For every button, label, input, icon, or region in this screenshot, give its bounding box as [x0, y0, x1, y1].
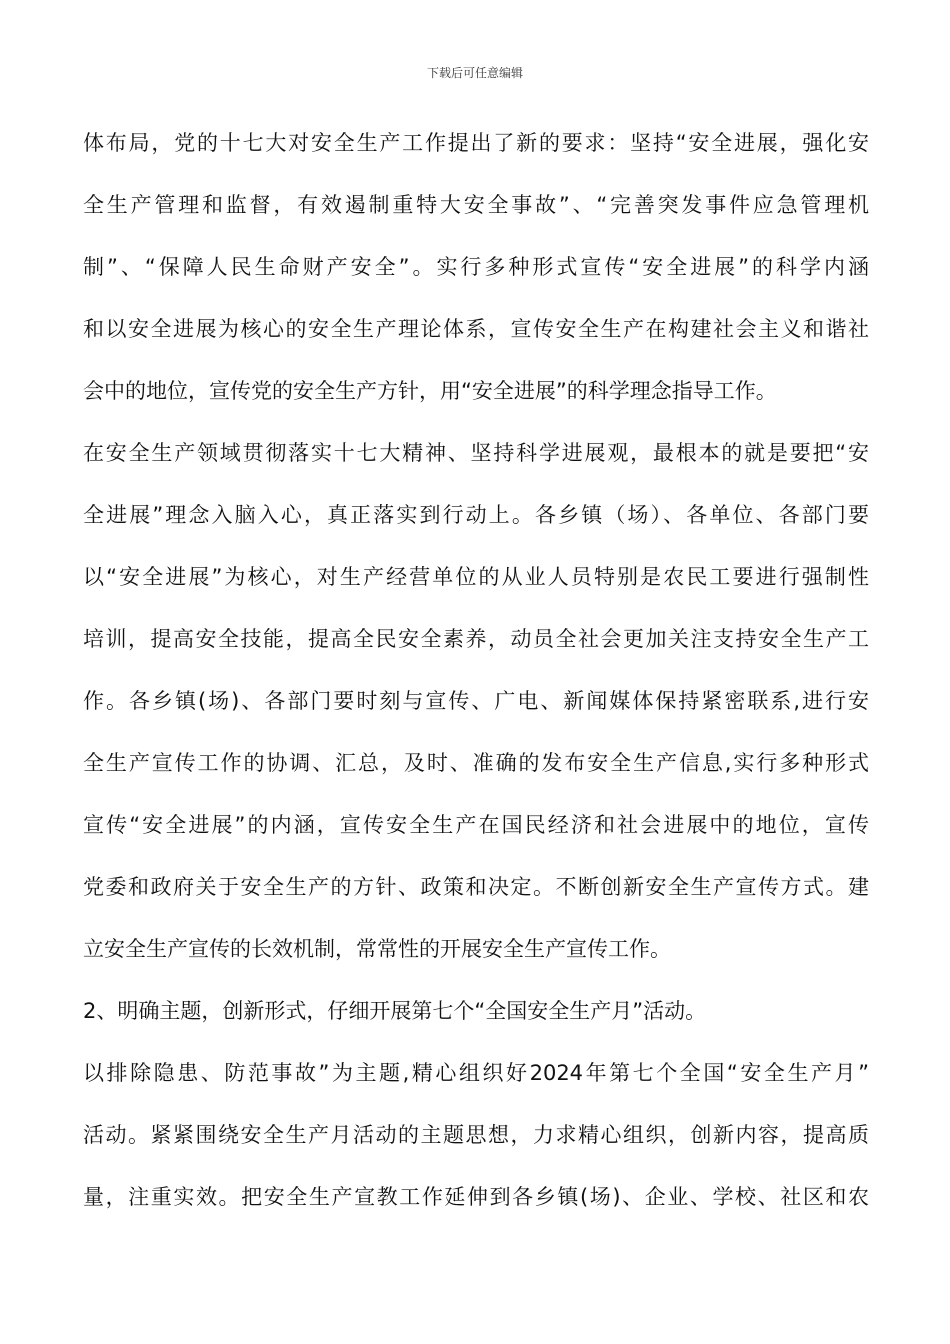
text-line: 全生产管理和监督，有效遏制重特大安全事故”、“完善突发事件应急管理机: [83, 193, 869, 217]
text-line: 培训，提高安全技能，提高全民安全素养，动员全社会更加关注支持安全生产工: [83, 627, 869, 651]
text-line: 活动。紧紧围绕安全生产月活动的主题思想，力求精心组织，创新内容，提高质: [83, 1123, 869, 1147]
section-heading: 2、明确主题，创新形式，仔细开展第七个“全国安全生产月”活动。: [83, 999, 707, 1023]
text-line: 作。各乡镇(场)、各部门要时刻与宣传、广电、新闻媒体保持紧密联系,进行安: [83, 689, 869, 713]
document-body: [83, 112, 869, 1228]
text-line: 体布局，党的十七大对安全生产工作提出了新的要求：坚持“安全进展，强化安: [83, 131, 869, 155]
page-header: 下载后可任意编辑: [426, 66, 523, 80]
text-line: 和以安全进展为核心的安全生产理论体系，宣传安全生产在构建社会主义和谐社: [83, 317, 869, 341]
text-line: 全进展”理念入脑入心，真正落实到行动上。各乡镇（场）、各单位、各部门要: [83, 503, 869, 527]
text-line: 制”、“保障人民生命财产安全”。实行多种形式宣传“安全进展”的科学内涵: [83, 255, 869, 279]
text-line: 以排除隐患、防范事故”为主题,精心组织好2024年第七个全国“安全生产月”: [83, 1061, 869, 1085]
text-line: 立安全生产宣传的长效机制，常常性的开展安全生产宣传工作。: [83, 937, 671, 961]
text-line: 党委和政府关于安全生产的方针、政策和决定。不断创新安全生产宣传方式。建: [83, 875, 869, 899]
text-line: 会中的地位，宣传党的安全生产方针，用“安全进展”的科学理念指导工作。: [83, 379, 777, 403]
text-line: 以“安全进展”为核心，对生产经营单位的从业人员特别是农民工要进行强制性: [83, 565, 869, 589]
text-line: 全生产宣传工作的协调、汇总，及时、准确的发布安全生产信息,实行多种形式: [83, 751, 869, 775]
text-line: 在安全生产领域贯彻落实十七大精神、坚持科学进展观，最根本的就是要把“安: [83, 441, 869, 465]
text-line: 宣传“安全进展”的内涵，宣传安全生产在国民经济和社会进展中的地位，宣传: [83, 813, 869, 837]
text-line: 量，注重实效。把安全生产宣教工作延伸到各乡镇(场)、企业、学校、社区和农: [83, 1185, 869, 1209]
